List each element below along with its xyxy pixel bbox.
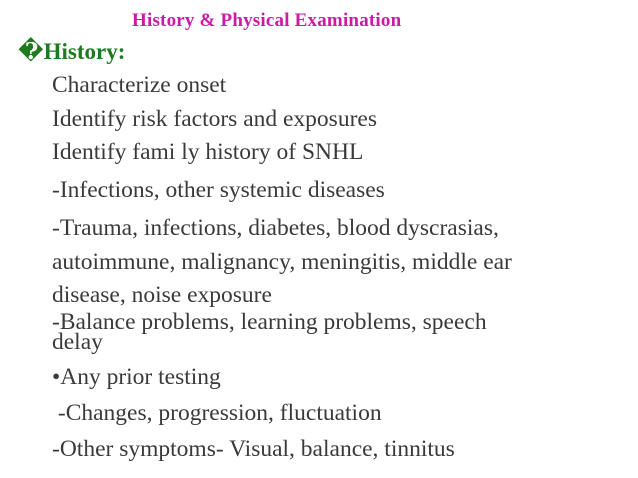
text-line-noise-exposure: disease, noise exposure — [52, 282, 272, 308]
slide-title: History & Physical Examination — [132, 10, 402, 31]
text-line-trauma: -Trauma, infections, diabetes, blood dyscrasias, — [52, 215, 499, 241]
text-line-prior-testing: •Any prior testing — [52, 364, 221, 390]
section-heading: �History: — [18, 39, 126, 64]
text-line-onset: Characterize onset — [52, 72, 227, 98]
text-line-balance: -Balance problems, learning problems, speech — [52, 309, 487, 335]
text-line-other-symptoms: -Other symptoms- Visual, balance, tinnitus — [52, 436, 455, 462]
text-line-infections: -Infections, other systemic diseases — [52, 177, 385, 203]
text-line-risk-factors: Identify risk factors and exposures — [52, 106, 377, 132]
text-line-autoimmune: autoimmune, malignancy, meningitis, middle ear — [52, 249, 512, 275]
text-line-family-history: Identify fami ly history of SNHL — [52, 139, 364, 165]
text-line-delay: delay — [52, 329, 103, 355]
text-line-changes: -Changes, progression, fluctuation — [52, 400, 382, 426]
